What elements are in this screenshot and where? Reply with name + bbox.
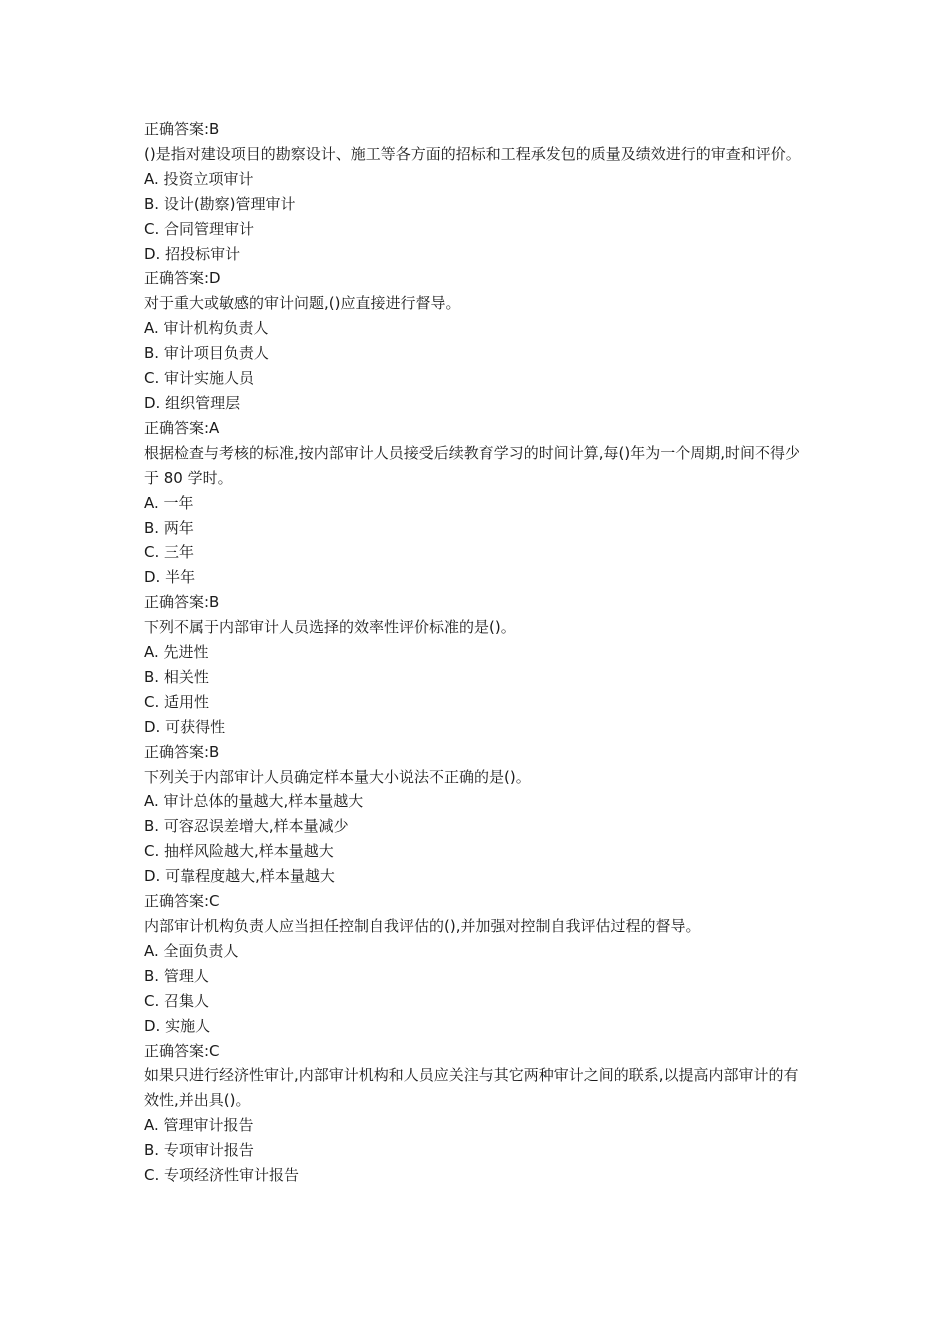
question-stem: 内部审计机构负责人应当担任控制自我评估的(),并加强对控制自我评估过程的督导。	[144, 917, 701, 935]
option-line: A. 先进性	[144, 643, 209, 662]
answer-line: 正确答案:B	[144, 593, 220, 612]
option-line: B. 专项审计报告	[144, 1141, 254, 1160]
option-line: B. 设计(勘察)管理审计	[144, 194, 296, 213]
option-line: A. 一年	[144, 493, 194, 512]
question-block	[144, 615, 812, 764]
option-line: D. 可靠程度越大,样本量越大	[144, 867, 335, 886]
option-line: C. 合同管理审计	[144, 219, 255, 238]
question-block	[144, 441, 812, 615]
option-line: D. 招投标审计	[144, 244, 241, 263]
option-line: C. 审计实施人员	[144, 369, 255, 388]
option-line: C. 召集人	[144, 991, 210, 1010]
question-stem: ()是指对建设项目的勘察设计、施工等各方面的招标和工程承发包的质量及绩效进行的审查和评价。	[144, 144, 801, 163]
option-line: A. 审计机构负责人	[144, 319, 269, 338]
question-stem: 如果只进行经济性审计,内部审计机构和人员应关注与其它两种审计之间的联系,以提高内部审计的有效性,并出具()。	[144, 1066, 799, 1110]
question-block	[144, 914, 812, 1063]
document-page	[144, 117, 812, 1188]
question-block	[144, 765, 812, 914]
answer-line: 正确答案:C	[144, 1041, 220, 1060]
answer-line: 正确答案:B	[144, 120, 220, 138]
option-line: A. 全面负责人	[144, 941, 239, 960]
option-line: B. 两年	[144, 518, 194, 537]
option-line: A. 投资立项审计	[144, 169, 254, 188]
option-line: B. 管理人	[144, 966, 209, 985]
answer-line: 正确答案:C	[144, 892, 220, 911]
option-line: D. 半年	[144, 568, 196, 587]
option-line: C. 抽样风险越大,样本量越大	[144, 842, 334, 861]
answer-line: 正确答案:A	[144, 418, 220, 437]
option-line: C. 三年	[144, 543, 195, 562]
question-stem: 对于重大或敏感的审计问题,()应直接进行督导。	[144, 294, 461, 313]
question-stem: 下列关于内部审计人员确定样本量大小说法不正确的是()。	[144, 767, 531, 786]
question-block	[144, 1063, 812, 1188]
question-list	[144, 142, 812, 1188]
question-stem: 下列不属于内部审计人员选择的效率性评价标准的是()。	[144, 618, 516, 637]
option-line: C. 专项经济性审计报告	[144, 1166, 300, 1185]
option-line: D. 可获得性	[144, 717, 226, 736]
option-line: B. 可容忍误差增大,样本量减少	[144, 817, 349, 836]
question-block	[144, 291, 812, 440]
option-line: D. 实施人	[144, 1016, 211, 1035]
option-line: A. 审计总体的量越大,样本量越大	[144, 792, 364, 811]
option-line: B. 审计项目负责人	[144, 344, 269, 363]
option-line: D. 组织管理层	[144, 393, 241, 412]
question-block	[144, 142, 812, 291]
option-line: A. 管理审计报告	[144, 1116, 254, 1135]
question-stem: 根据检查与考核的标准,按内部审计人员接受后续教育学习的时间计算,每()年为一个周期,时间不得少于 80 学时。	[144, 443, 801, 487]
option-line: C. 适用性	[144, 692, 210, 711]
answer-line: 正确答案:D	[144, 269, 221, 288]
option-line: B. 相关性	[144, 667, 209, 686]
answer-line: 正确答案:B	[144, 742, 220, 761]
